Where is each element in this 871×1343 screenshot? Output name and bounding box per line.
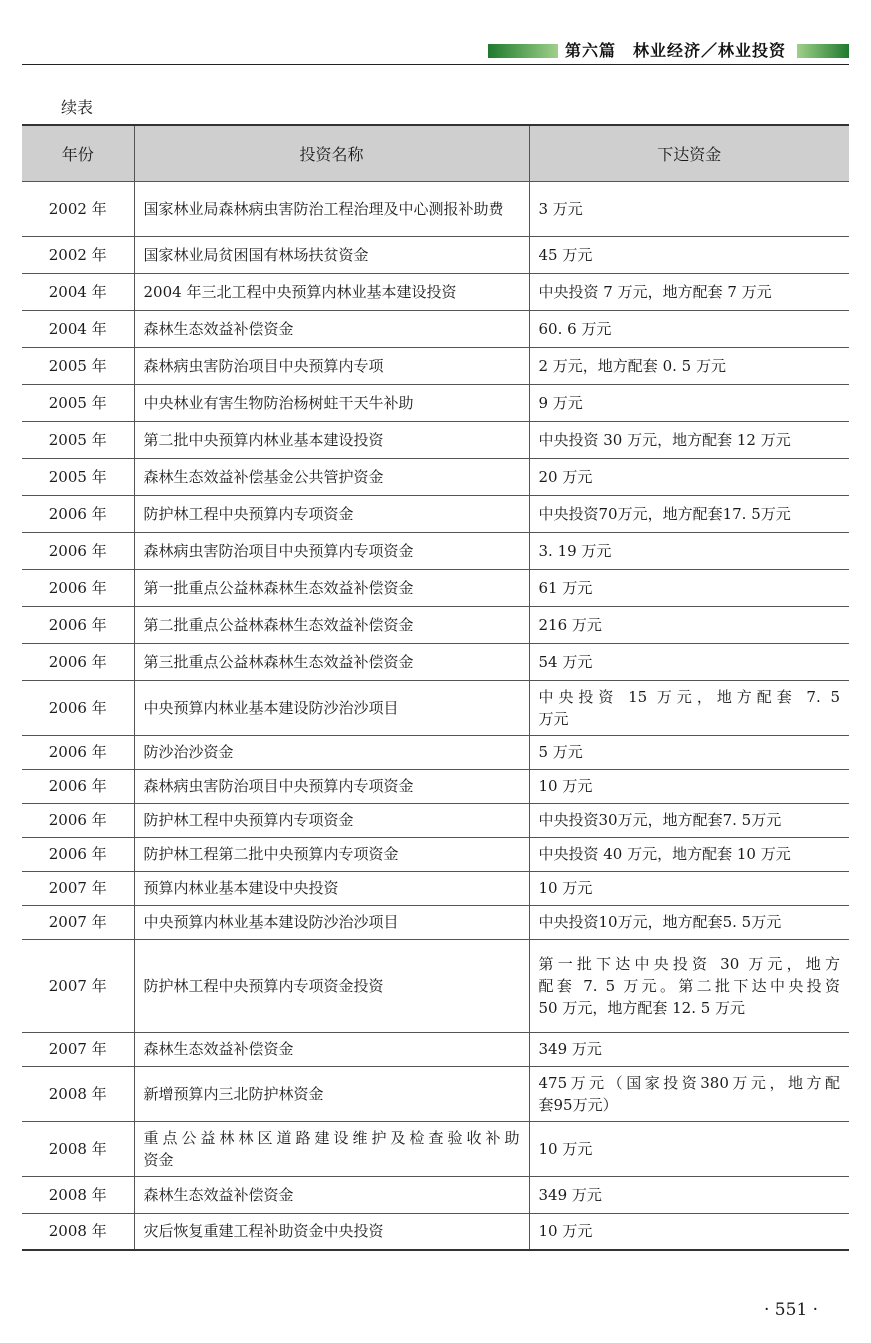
header-year: 年份 <box>22 125 134 181</box>
cell-year: 2005 年 <box>22 384 134 421</box>
cell-funds: 349 万元 <box>529 1032 849 1066</box>
cell-year: 2007 年 <box>22 939 134 1032</box>
cell-year: 2006 年 <box>22 569 134 606</box>
cell-year: 2006 年 <box>22 680 134 735</box>
cell-year: 2005 年 <box>22 458 134 495</box>
table-row <box>22 606 849 643</box>
cell-year: 2002 年 <box>22 236 134 273</box>
table-row <box>22 384 849 421</box>
cell-funds: 10 万元 <box>529 1121 849 1176</box>
cell-funds-line: 50 万元，地方配套 12. 5 万元 <box>538 998 746 1017</box>
cell-name: 中央林业有害生物防治杨树蛀干天牛补助 <box>134 384 529 421</box>
cell-year: 2006 年 <box>22 769 134 803</box>
table-header-row <box>22 125 849 181</box>
table-row <box>22 939 849 1032</box>
cell-name: 防护林工程中央预算内专项资金 <box>134 803 529 837</box>
cell-name: 防护林工程中央预算内专项资金 <box>134 495 529 532</box>
cell-name: 预算内林业基本建设中央投资 <box>134 871 529 905</box>
header-rule <box>22 64 849 65</box>
cell-year: 2006 年 <box>22 643 134 680</box>
cell-year: 2008 年 <box>22 1176 134 1213</box>
cell-name: 中央预算内林业基本建设防沙治沙项目 <box>134 680 529 735</box>
table-row <box>22 181 849 236</box>
cell-funds: 5 万元 <box>529 735 849 769</box>
cell-funds-line: 475万元（国家投资380万元，地方配 <box>538 1073 840 1092</box>
cell-name-line: 资金 <box>143 1150 174 1169</box>
cell-year: 2007 年 <box>22 1032 134 1066</box>
cell-name: 第一批重点公益林森林生态效益补偿资金 <box>134 569 529 606</box>
cell-name: 2004 年三北工程中央预算内林业基本建设投资 <box>134 273 529 310</box>
table-row <box>22 905 849 939</box>
cell-name: 森林生态效益补偿基金公共管护资金 <box>134 458 529 495</box>
cell-funds <box>529 680 849 735</box>
cell-funds: 中央投资 7 万元，地方配套 7 万元 <box>529 273 849 310</box>
cell-year: 2004 年 <box>22 273 134 310</box>
cell-funds: 中央投资10万元，地方配套5. 5万元 <box>529 905 849 939</box>
table-row <box>22 871 849 905</box>
cell-name <box>134 1121 529 1176</box>
cell-year: 2006 年 <box>22 532 134 569</box>
header-title: 第六篇 林业经济／林业投资 <box>565 41 787 60</box>
cell-name: 森林生态效益补偿资金 <box>134 310 529 347</box>
cell-funds: 349 万元 <box>529 1176 849 1213</box>
table-row <box>22 458 849 495</box>
running-header <box>22 38 849 64</box>
cell-funds: 中央投资 30 万元，地方配套 12 万元 <box>529 421 849 458</box>
table-row <box>22 532 849 569</box>
cell-name: 森林生态效益补偿资金 <box>134 1176 529 1213</box>
cell-year: 2005 年 <box>22 421 134 458</box>
cell-year: 2008 年 <box>22 1213 134 1250</box>
table-row <box>22 1066 849 1121</box>
header-funds: 下达资金 <box>529 125 849 181</box>
table-row <box>22 273 849 310</box>
cell-funds: 2 万元，地方配套 0. 5 万元 <box>529 347 849 384</box>
cell-funds <box>529 1066 849 1121</box>
table-row <box>22 236 849 273</box>
cell-funds-line: 中央投资 15 万元，地方配套 7. 5 <box>538 687 840 706</box>
cell-name: 国家林业局森林病虫害防治工程治理及中心测报补助费 <box>134 181 529 236</box>
table-row <box>22 1213 849 1250</box>
cell-funds: 3. 19 万元 <box>529 532 849 569</box>
continued-label: 续表 <box>61 98 94 117</box>
cell-name: 森林生态效益补偿资金 <box>134 1032 529 1066</box>
cell-year: 2007 年 <box>22 905 134 939</box>
cell-name: 国家林业局贫困国有林场扶贫资金 <box>134 236 529 273</box>
cell-funds: 中央投资70万元，地方配套17. 5万元 <box>529 495 849 532</box>
header-decor-bar-right <box>797 44 849 58</box>
cell-funds: 中央投资30万元，地方配套7. 5万元 <box>529 803 849 837</box>
cell-funds-line: 套95万元） <box>538 1095 618 1114</box>
cell-funds-line: 第一批下达中央投资 30 万元，地方 <box>538 954 840 973</box>
table-row <box>22 680 849 735</box>
header-name: 投资名称 <box>134 125 529 181</box>
cell-year: 2006 年 <box>22 735 134 769</box>
table-row <box>22 310 849 347</box>
cell-funds: 10 万元 <box>529 1213 849 1250</box>
cell-name: 第二批中央预算内林业基本建设投资 <box>134 421 529 458</box>
table-row <box>22 495 849 532</box>
table-row <box>22 1121 849 1176</box>
table-row <box>22 1032 849 1066</box>
cell-funds: 10 万元 <box>529 871 849 905</box>
investment-table <box>22 124 849 1251</box>
cell-year: 2006 年 <box>22 803 134 837</box>
cell-name: 森林病虫害防治项目中央预算内专项 <box>134 347 529 384</box>
cell-funds: 60. 6 万元 <box>529 310 849 347</box>
cell-name: 新增预算内三北防护林资金 <box>134 1066 529 1121</box>
cell-name: 中央预算内林业基本建设防沙治沙项目 <box>134 905 529 939</box>
cell-year: 2008 年 <box>22 1121 134 1176</box>
cell-year: 2004 年 <box>22 310 134 347</box>
cell-funds: 20 万元 <box>529 458 849 495</box>
cell-year: 2008 年 <box>22 1066 134 1121</box>
cell-funds: 中央投资 40 万元，地方配套 10 万元 <box>529 837 849 871</box>
cell-name: 第二批重点公益林森林生态效益补偿资金 <box>134 606 529 643</box>
cell-funds <box>529 939 849 1032</box>
cell-year: 2007 年 <box>22 871 134 905</box>
cell-name: 森林病虫害防治项目中央预算内专项资金 <box>134 769 529 803</box>
header-decor-bar-left <box>488 44 558 58</box>
table-row <box>22 837 849 871</box>
cell-funds: 9 万元 <box>529 384 849 421</box>
table-row <box>22 769 849 803</box>
table-row <box>22 421 849 458</box>
cell-year: 2006 年 <box>22 495 134 532</box>
cell-funds: 54 万元 <box>529 643 849 680</box>
table-row <box>22 643 849 680</box>
cell-year: 2006 年 <box>22 606 134 643</box>
table-row <box>22 803 849 837</box>
cell-funds: 3 万元 <box>529 181 849 236</box>
page-number: · 551 · <box>764 1300 819 1320</box>
table-row <box>22 569 849 606</box>
cell-name: 防沙治沙资金 <box>134 735 529 769</box>
cell-year: 2006 年 <box>22 837 134 871</box>
cell-funds-line: 配套 7. 5 万元。第二批下达中央投资 <box>538 976 840 995</box>
cell-funds-line: 万元 <box>538 709 569 728</box>
table-row <box>22 347 849 384</box>
table-row <box>22 1176 849 1213</box>
cell-name: 森林病虫害防治项目中央预算内专项资金 <box>134 532 529 569</box>
cell-name: 第三批重点公益林森林生态效益补偿资金 <box>134 643 529 680</box>
cell-name: 防护林工程中央预算内专项资金投资 <box>134 939 529 1032</box>
cell-name-line: 重点公益林林区道路建设维护及检查验收补助 <box>143 1128 520 1147</box>
cell-name: 防护林工程第二批中央预算内专项资金 <box>134 837 529 871</box>
table-row <box>22 735 849 769</box>
cell-funds: 61 万元 <box>529 569 849 606</box>
cell-name: 灾后恢复重建工程补助资金中央投资 <box>134 1213 529 1250</box>
cell-funds: 45 万元 <box>529 236 849 273</box>
cell-funds: 216 万元 <box>529 606 849 643</box>
cell-year: 2002 年 <box>22 181 134 236</box>
cell-year: 2005 年 <box>22 347 134 384</box>
cell-funds: 10 万元 <box>529 769 849 803</box>
